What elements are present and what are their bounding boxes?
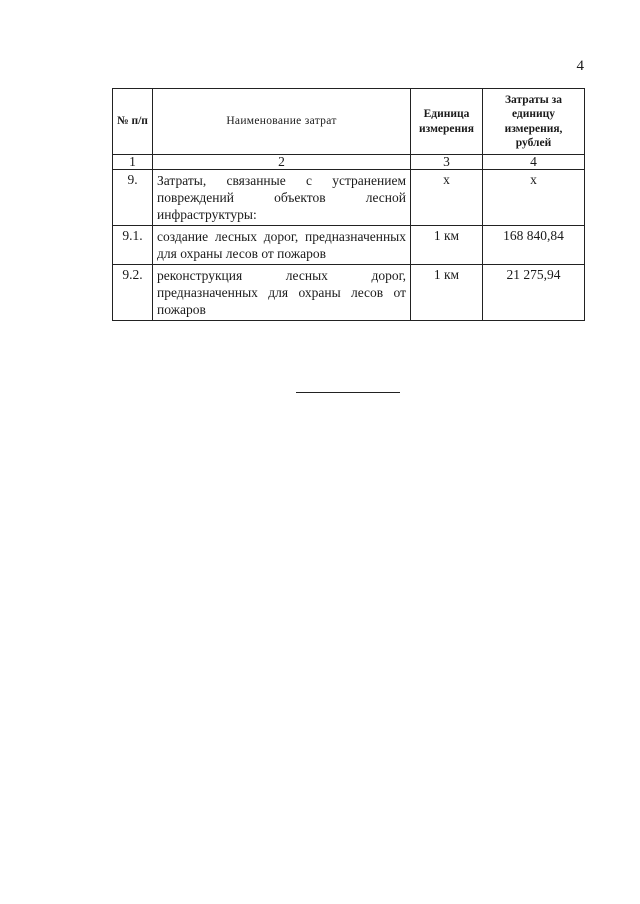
end-divider <box>296 392 400 393</box>
header-index: № п/п <box>113 89 153 155</box>
row-cost: 168 840,84 <box>483 226 585 265</box>
column-number: 4 <box>483 155 585 170</box>
header-cost: Затраты за единицу измерения, рублей <box>483 89 585 155</box>
header-unit: Единица измерения <box>411 89 483 155</box>
column-number-row <box>113 155 585 170</box>
column-number: 3 <box>411 155 483 170</box>
row-unit: 1 км <box>411 265 483 321</box>
column-number: 1 <box>113 155 153 170</box>
table-row <box>113 170 585 226</box>
column-number: 2 <box>153 155 411 170</box>
table-header-row <box>113 89 585 155</box>
cost-table <box>112 88 585 321</box>
page-number: 4 <box>576 58 584 74</box>
row-cost: x <box>483 170 585 226</box>
row-index: 9.1. <box>113 226 153 265</box>
table-row <box>113 226 585 265</box>
row-unit: 1 км <box>411 226 483 265</box>
row-index: 9.2. <box>113 265 153 321</box>
row-name: создание лесных дорог, предназначенных для охраны лесов от пожаров <box>153 226 411 265</box>
row-unit: x <box>411 170 483 226</box>
row-cost: 21 275,94 <box>483 265 585 321</box>
row-name: Затраты, связанные с устранением повреждений объектов лесной инфраструктуры: <box>153 170 411 226</box>
row-name: реконструкция лесных дорог, предназначенных для охраны лесов от пожаров <box>153 265 411 321</box>
row-index: 9. <box>113 170 153 226</box>
table-row <box>113 265 585 321</box>
header-name: Наименование затрат <box>153 89 411 155</box>
